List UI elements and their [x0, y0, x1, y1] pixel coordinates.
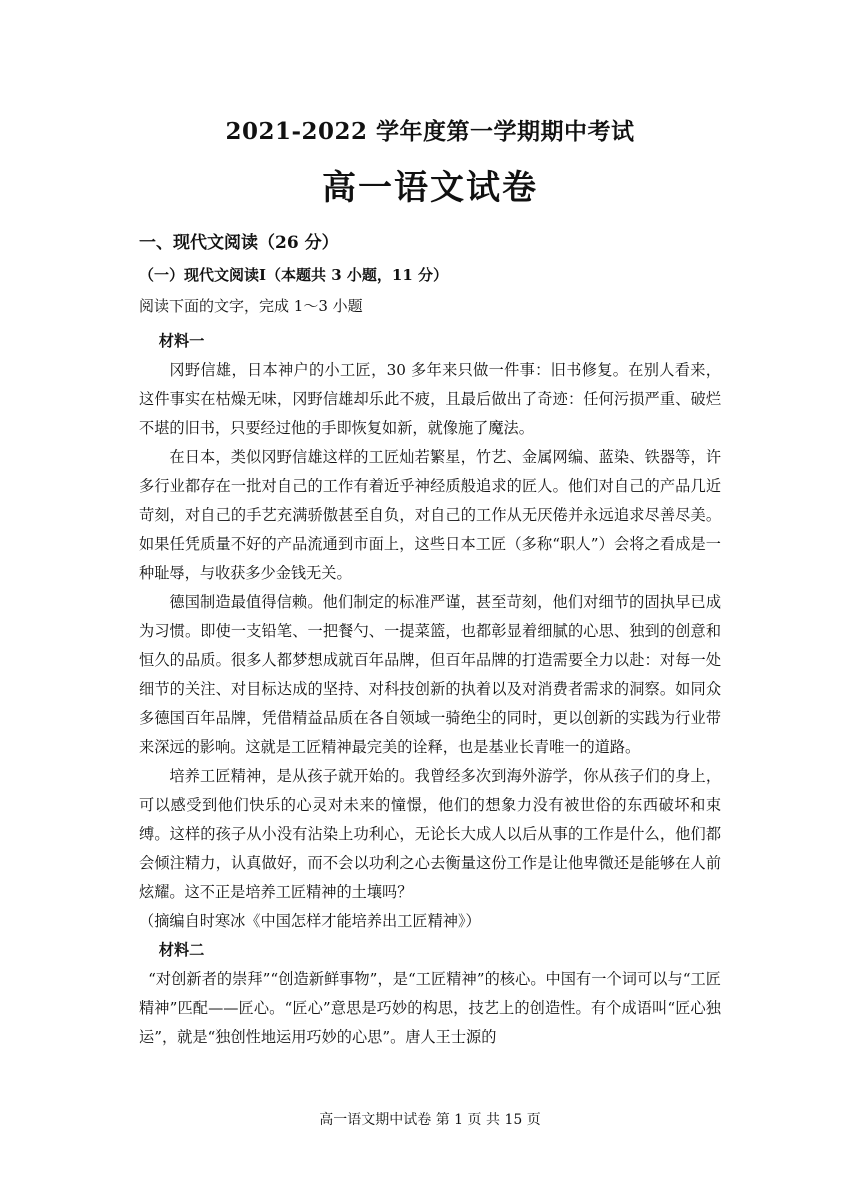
material-one-paragraph: 德国制造最值得信赖。他们制定的标准严谨，甚至苛刻，他们对细节的固执早已成为习惯。即使一支铅笔、一把餐勺、一提菜篮，也都彰显着细腻的心思、独到的创意和恒久的品质。很多人都梦想成就百年品牌，但百年品牌的打造需要全力以赴：对每一处细节的关注、对目标达成的坚持、对科技创新的执着以及对消费者需求的洞察。如同众多德国百年品牌，凭借精益品质在各自领域一骑绝尘的同时，更以创新的实践为行业带来深远的影响。这就是工匠精神最完美的诠释，也是基业长青唯一的道路。	[139, 593, 721, 756]
reading-passage	[139, 327, 721, 1052]
material-two-paragraph: “对创新者的崇拜”“创造新鲜事物”，是“工匠精神”的核心。中国有一个词可以与“工匠精神”匹配——匠心。“匠心”意思是巧妙的构思，技艺上的创造性。有个成语叫“匠心独运”，就是“独创性地运用巧妙的心思”。唐人王士源的	[139, 970, 721, 1046]
paper-title: 高一语文试卷	[322, 168, 538, 208]
section-subheading: （一）现代文阅读Ⅰ（本题共 3 小题，11 分）	[139, 266, 448, 284]
reading-instruction: 阅读下面的文字，完成 1～3 小题	[139, 297, 363, 315]
exam-title: 2021-2022 学年度第一学期期中考试	[225, 118, 635, 145]
material-one-paragraph: 培养工匠精神，是从孩子就开始的。我曾经多次到海外游学，你从孩子们的身上，可以感受到他们快乐的心灵对未来的憧憬，他们的想象力没有被世俗的东西破坏和束缚。这样的孩子从小没有沾染上功利心，无论长大成人以后从事的工作是什么，他们都会倾注精力，认真做好，而不会以功利之心去衡量这份工作是让他卑微还是能够在人前炫耀。这不正是培养工匠精神的土壤吗？	[139, 767, 721, 901]
material-two-label: 材料二	[158, 941, 205, 959]
material-one-label: 材料一	[158, 332, 205, 350]
material-one-paragraph: 冈野信雄，日本神户的小工匠，30 多年来只做一件事：旧书修复。在别人看来，这件事实在枯燥无味，冈野信雄却乐此不疲，且最后做出了奇迹：任何污损严重、破烂不堪的旧书，只要经过他的手即恢复如新，就像施了魔法。	[139, 361, 721, 437]
material-one-source: （摘编自时寒冰《中国怎样才能培养出工匠精神》）	[139, 912, 481, 930]
section-heading: 一、现代文阅读（26 分）	[139, 233, 339, 253]
page-footer: 高一语文期中试卷 第 1 页 共 15 页	[319, 1112, 541, 1128]
material-one-paragraph: 在日本，类似冈野信雄这样的工匠灿若繁星，竹艺、金属网编、蓝染、铁器等，许多行业都存在一批对自己的工作有着近乎神经质般追求的匠人。他们对自己的产品几近苛刻，对自己的手艺充满骄傲甚至自负，对自己的工作从无厌倦并永远追求尽善尽美。如果任凭质量不好的产品流通到市面上，这些日本工匠（多称“职人”）会将之看成是一种耻辱，与收获多少金钱无关。	[139, 448, 721, 582]
